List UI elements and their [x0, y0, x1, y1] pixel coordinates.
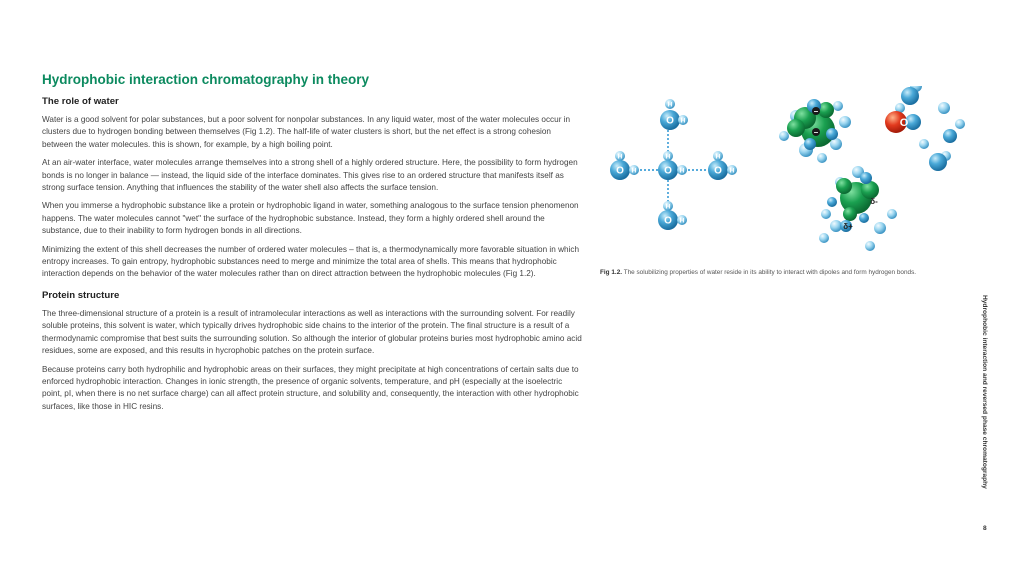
oxygen-label: O [664, 215, 672, 227]
page-number: 8 [983, 525, 987, 532]
hydrogen-label: H [665, 153, 671, 161]
water-molecule-highlight [885, 86, 965, 171]
oxygen-label: O [899, 117, 909, 129]
paragraph: Because proteins carry both hydrophilic and hydrophobic areas on their surfaces, they might precipitate at high concentrations of certain salts due to enforced hydrophobic interaction. Changes in ionic strength, the presence of organic solvents, temperature, and pH (especially at the isoelectric point, pI, when there is no net surface charge) can all affect protein structure, and solubility and, consequently, the interaction with other hydrophobic surfaces, like those in HIC resins. [42, 364, 579, 411]
figure-caption-text: The solubilizing properties of water reside in its ability to interact with dipoles and form hydrogen bonds. [623, 269, 917, 276]
delta-plus-label: δ+ [843, 222, 853, 231]
water-molecule-top [660, 99, 688, 130]
figure-water-molecules [600, 86, 990, 266]
text-column [42, 72, 582, 419]
hydrogen-label: H [667, 101, 673, 109]
oxygen-label: O [666, 115, 674, 127]
hydrogen-label: H [679, 167, 685, 175]
figure-caption [600, 268, 1000, 277]
figure-illustration [600, 86, 990, 266]
water-molecule-left [610, 151, 639, 180]
running-title: Hydrophobic interaction and reversed phase chromatography [981, 295, 988, 489]
dipole-cluster [819, 166, 897, 251]
water-molecule-center [658, 151, 687, 180]
hydrogen-label: H [631, 167, 637, 175]
hydrogen-label: H [665, 203, 671, 211]
oxygen-label: O [616, 165, 624, 177]
water-molecule-bottom [658, 201, 687, 230]
hydrogen-label: H [679, 217, 685, 225]
hydrogen-label: H [715, 153, 721, 161]
oxygen-label: O [714, 165, 722, 177]
hydrogen-label: H [680, 117, 686, 125]
paragraph: Water is a good solvent for polar substances, but a poor solvent for nonpolar substances. In any liquid water, most of the water molecules occur in clusters due to hydrogen bonding between themselves (Fig 1.2). The half-life of water clusters is short, but the net effect is a strong cohesion between the water molecules. this is shown, for example, by a high boiling point. [42, 115, 571, 149]
page-title: Hydrophobic interaction chromatography in theory [42, 72, 370, 87]
paragraph: Minimizing the extent of this shell decreases the number of ordered water molecules – that is, a thermodynamically more favorable situation in which entropy increases. To gain entropy, hydrophobic substances need to merge and minimize the total area of shells. This means that hydrophobic interaction depends on the behavior of the water molecules rather than on direct attraction between the hydrophobic molecules (Fig 1.2). [42, 244, 579, 279]
hydrogen-label: H [617, 153, 623, 161]
paragraph: When you immerse a hydrophobic substance like a protein or hydrophobic ligand in water, something analogous to the surface tension phenomenon happens. The water molecules cannot "wet" the surface of the hydrophobic substance. Instead, they form a highly ordered shell around the substance, due to their inability to form hydrogen bonds in all directions. [42, 201, 579, 236]
hydrogen-label: H [729, 167, 735, 175]
water-molecule-right [708, 151, 737, 180]
negative-charge-label: – [813, 128, 819, 137]
paragraph: At an air-water interface, water molecules arrange themselves into a strong shell of a highly ordered structure. Here, the possibility to form hydrogen bonds is no longer in balance — instead, the liquid side of the interface dominates. This gives rise to an ordered structure that manifests itself as strong surface tension. Anything that influences the stability of the water shell also affects the surface tension. [42, 158, 578, 193]
delta-minus-label: δ- [870, 197, 878, 206]
hydrogen-label: H [925, 119, 931, 127]
section-heading-role-of-water: The role of water [42, 96, 119, 107]
paragraph: The three-dimensional structure of a protein is a result of intramolecular interactions as well as interactions with the surrounding solvent. For readily soluble proteins, this solvent is water, which typically drives hydrophobic side chains to the interior of the protein. The final structure is a result of a thermodynamic compromise that best suits the surrounding solution. So although the interior of globular proteins buries most hydrophobic amino acid residues, some are exposed, and this results in hycrophobic patches on the protein surface. [42, 308, 582, 356]
figure-label: Fig 1.2. [600, 269, 623, 276]
oxygen-label: O [664, 165, 672, 177]
section-heading-protein-structure: Protein structure [42, 289, 120, 301]
negative-charge-label: – [813, 107, 819, 116]
